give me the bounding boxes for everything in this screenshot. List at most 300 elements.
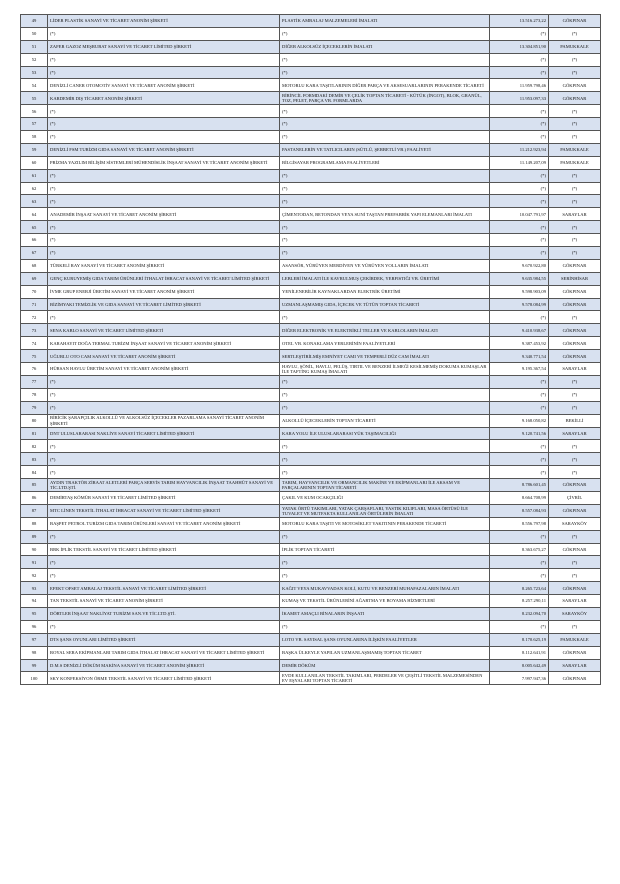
amount-cell: 8.664.708,99 xyxy=(490,491,549,504)
company-name-cell: (*) xyxy=(48,66,280,79)
company-name-cell: KARAHAYIT DOĞA TERMAL TURİZM İNŞAAT SANAYİ VE TİCARET ANONİM ŞİRKETİ xyxy=(48,337,280,350)
company-name-cell: DENİZLİ CANER OTOMOTİV SANAYİ VE TİCARET ANONİM ŞİRKETİ xyxy=(48,79,280,92)
activity-cell: (*) xyxy=(280,440,490,453)
company-name-cell: (*) xyxy=(48,27,280,40)
rank-cell: 51 xyxy=(21,40,48,53)
rank-cell: 89 xyxy=(21,530,48,543)
district-cell: BEKİLLİ xyxy=(549,414,601,427)
table-row xyxy=(21,620,601,633)
activity-cell: PASTANELERİN VE TATLICILARIN (SÜTLÜ, ŞERBETLİ VB.) FAALİYETİ xyxy=(280,143,490,156)
district-cell: GÖKPINAR xyxy=(549,504,601,517)
rank-cell: 94 xyxy=(21,595,48,608)
rank-cell: 57 xyxy=(21,118,48,131)
company-name-cell: DNT ULUSLARARASI NAKLİYE SANAYİ TİCARET LİMİTED ŞİRKETİ xyxy=(48,427,280,440)
table-row xyxy=(21,195,601,208)
amount-cell: (*) xyxy=(490,105,549,118)
company-name-cell: (*) xyxy=(48,131,280,144)
district-cell: (*) xyxy=(549,195,601,208)
company-name-cell: DÖRTLER İNŞAAT NAKLİYAT TURİZM SAN.VE TİC.LTD.ŞTİ. xyxy=(48,607,280,620)
rank-cell: 80 xyxy=(21,414,48,427)
activity-cell: LOTO VB. SAYISAL ŞANS OYUNLARINA İLİŞKİN FAALİYETLER xyxy=(280,633,490,646)
table-row xyxy=(21,40,601,53)
amount-cell: 9.340.771,54 xyxy=(490,350,549,363)
company-name-cell: PRİZMA YAZILIM BİLİŞİM SİSTEMLERİ MÜHENDİSLİK İNŞAAT SANAYİ VE TİCARET ANONİM ŞİRKETİ xyxy=(48,156,280,169)
rank-cell: 63 xyxy=(21,195,48,208)
district-cell: (*) xyxy=(549,182,601,195)
rank-cell: 77 xyxy=(21,375,48,388)
rank-cell: 96 xyxy=(21,620,48,633)
amount-cell: (*) xyxy=(490,195,549,208)
rank-cell: 95 xyxy=(21,607,48,620)
amount-cell: (*) xyxy=(490,620,549,633)
rank-cell: 82 xyxy=(21,440,48,453)
amount-cell: 9.120.741,56 xyxy=(490,427,549,440)
amount-cell: 13.516.273,22 xyxy=(490,15,549,28)
table-row xyxy=(21,414,601,427)
amount-cell: 8.257.290,11 xyxy=(490,595,549,608)
district-cell: (*) xyxy=(549,66,601,79)
rank-cell: 58 xyxy=(21,131,48,144)
rank-cell: 65 xyxy=(21,221,48,234)
company-name-cell: (*) xyxy=(48,569,280,582)
table-row xyxy=(21,92,601,105)
amount-cell: (*) xyxy=(490,182,549,195)
company-name-cell: UĞURLU OTO CAM SANAYİ VE TİCARET ANONİM ŞİRKETİ xyxy=(48,350,280,363)
rank-cell: 62 xyxy=(21,182,48,195)
district-cell: GÖKPINAR xyxy=(549,324,601,337)
table-row xyxy=(21,79,601,92)
activity-cell: İPLİK TOPTAN TİCARETİ xyxy=(280,543,490,556)
activity-cell: (*) xyxy=(280,118,490,131)
district-cell: (*) xyxy=(549,311,601,324)
district-cell: (*) xyxy=(549,466,601,479)
company-name-cell: (*) xyxy=(48,620,280,633)
rank-cell: 78 xyxy=(21,388,48,401)
company-name-cell: ROYAL SERA EKİPMANLARI TARIM GIDA İTHALAT İHRACAT SANAYİ VE TİCARET LİMİTED ŞİRKETİ xyxy=(48,646,280,659)
rank-cell: 61 xyxy=(21,169,48,182)
amount-cell: 8.112.641,91 xyxy=(490,646,549,659)
rank-cell: 91 xyxy=(21,556,48,569)
activity-cell: (*) xyxy=(280,195,490,208)
table-row xyxy=(21,517,601,530)
amount-cell: (*) xyxy=(490,66,549,79)
district-cell: (*) xyxy=(549,234,601,247)
rank-cell: 93 xyxy=(21,582,48,595)
table-row xyxy=(21,556,601,569)
rank-cell: 99 xyxy=(21,659,48,672)
table-row xyxy=(21,298,601,311)
activity-cell: (*) xyxy=(280,105,490,118)
activity-cell: KARA YOLU İLE ULUSLARARASI YÜK TAŞIMACILIĞI xyxy=(280,427,490,440)
rank-cell: 79 xyxy=(21,401,48,414)
activity-cell: DİĞER ALKOLSÜZ İÇECEKLERİN İMALATI xyxy=(280,40,490,53)
company-name-cell: DEMİRTAŞ KÖMÜR SANAYİ VE TİCARET LİMİTED ŞİRKETİ xyxy=(48,491,280,504)
district-cell: PAMUKKALE xyxy=(549,156,601,169)
table-row xyxy=(21,285,601,298)
table-row xyxy=(21,607,601,620)
amount-cell: (*) xyxy=(490,440,549,453)
activity-cell: KAĞIT VEYA MUKAVVADAN KOLİ, KUTU VE BENZERİ MUHAFAZALARIN İMALATI xyxy=(280,582,490,595)
table-row xyxy=(21,247,601,260)
company-name-cell: (*) xyxy=(48,169,280,182)
district-cell: (*) xyxy=(549,53,601,66)
amount-cell: (*) xyxy=(490,569,549,582)
rank-cell: 69 xyxy=(21,272,48,285)
amount-cell: 11.149.207,09 xyxy=(490,156,549,169)
amount-cell: (*) xyxy=(490,388,549,401)
activity-cell: DEMİR DÖKÜM xyxy=(280,659,490,672)
amount-cell: (*) xyxy=(490,131,549,144)
company-name-cell: (*) xyxy=(48,195,280,208)
district-cell: GÖKPINAR xyxy=(549,79,601,92)
activity-cell: (*) xyxy=(280,53,490,66)
table-body xyxy=(21,15,601,685)
company-name-cell: DTS ŞANS OYUNLARI LİMİTED ŞİRKETİ xyxy=(48,633,280,646)
rank-cell: 55 xyxy=(21,92,48,105)
company-name-cell: (*) xyxy=(48,401,280,414)
district-cell: (*) xyxy=(549,569,601,582)
district-cell: GÖKPINAR xyxy=(549,582,601,595)
table-row xyxy=(21,582,601,595)
rank-cell: 74 xyxy=(21,337,48,350)
table-row xyxy=(21,324,601,337)
activity-cell: BAŞKA ÜLKEYLE YAPILAN UZMANLAŞMAMIŞ TOPTAN TİCARET xyxy=(280,646,490,659)
table-row xyxy=(21,504,601,517)
district-cell: GÖKPINAR xyxy=(549,298,601,311)
activity-cell: (*) xyxy=(280,234,490,247)
company-name-cell: TAN TEKSTİL SANAYİ VE TİCARET ANONİM ŞİRKETİ xyxy=(48,595,280,608)
activity-cell: (*) xyxy=(280,453,490,466)
company-name-cell: BRK İPLİK TEKSTİL SANAYİ VE TİCARET LİMİTED ŞİRKETİ xyxy=(48,543,280,556)
company-name-cell: (*) xyxy=(48,440,280,453)
activity-cell: (*) xyxy=(280,401,490,414)
district-cell: GÖKPINAR xyxy=(549,337,601,350)
table-row xyxy=(21,156,601,169)
company-name-cell: (*) xyxy=(48,530,280,543)
company-name-cell: (*) xyxy=(48,375,280,388)
amount-cell: (*) xyxy=(490,466,549,479)
district-cell: (*) xyxy=(549,27,601,40)
activity-cell: MOTORLU KARA TAŞITLARININ DİĞER PARÇA VE AKSESUARLARININ PERAKENDE TİCARETİ xyxy=(280,79,490,92)
table-row xyxy=(21,375,601,388)
district-cell: GÖKPINAR xyxy=(549,350,601,363)
district-cell: (*) xyxy=(549,221,601,234)
table-row xyxy=(21,311,601,324)
rank-cell: 67 xyxy=(21,247,48,260)
table-row xyxy=(21,646,601,659)
table-row xyxy=(21,350,601,363)
activity-cell: (*) xyxy=(280,375,490,388)
table-row xyxy=(21,182,601,195)
rank-cell: 64 xyxy=(21,208,48,221)
amount-cell: 8.005.642,49 xyxy=(490,659,549,672)
rank-cell: 73 xyxy=(21,324,48,337)
amount-cell: (*) xyxy=(490,311,549,324)
district-cell: SARAYLAR xyxy=(549,595,601,608)
activity-cell: (*) xyxy=(280,169,490,182)
table-row xyxy=(21,208,601,221)
activity-cell: ALKOLLÜ İÇECEKLERİN TOPTAN TİCARETİ xyxy=(280,414,490,427)
amount-cell: (*) xyxy=(490,53,549,66)
activity-cell: TARIM, HAYVANCILIK VE ORMANCILIK MAKİNE VE EKİPMANLARI İLE AKSAM VE PARÇALARININ TOPTAN TİCARETİ xyxy=(280,479,490,492)
rank-cell: 72 xyxy=(21,311,48,324)
amount-cell: 8.232.094,70 xyxy=(490,607,549,620)
activity-cell: (*) xyxy=(280,311,490,324)
company-name-cell: DENİZLİ FSM TURİZM GIDA SANAYİ VE TİCARET ANONİM ŞİRKETİ xyxy=(48,143,280,156)
amount-cell: 9.195.367,54 xyxy=(490,363,549,376)
district-cell: SARAYKÖY xyxy=(549,517,601,530)
table-row xyxy=(21,633,601,646)
rank-cell: 76 xyxy=(21,363,48,376)
company-name-cell: SENA KABLO SANAYİ VE TİCARET LİMİTED ŞİRKETİ xyxy=(48,324,280,337)
activity-cell: (*) xyxy=(280,247,490,260)
amount-cell: 9.670.922,80 xyxy=(490,259,549,272)
rank-cell: 88 xyxy=(21,517,48,530)
amount-cell: 8.363.675,27 xyxy=(490,543,549,556)
amount-cell: 8.265.723,64 xyxy=(490,582,549,595)
company-name-cell: D.M.S DENİZLİ DÖKÜM MAKİNA SANAYİ VE TİCARET ANONİM ŞİRKETİ xyxy=(48,659,280,672)
table-row xyxy=(21,15,601,28)
amount-cell: (*) xyxy=(490,375,549,388)
company-name-cell: MTC LİNEN TEKSTİL İTHALAT İHRACAT SANAYİ VE TİCARET LİMİTED ŞİRKETİ xyxy=(48,504,280,517)
table-row xyxy=(21,259,601,272)
activity-cell: ÇAKIL VE KUM OCAKÇILIĞI xyxy=(280,491,490,504)
rank-cell: 49 xyxy=(21,15,48,28)
district-cell: PAMUKKALE xyxy=(549,633,601,646)
amount-cell: 13.304.851,90 xyxy=(490,40,549,53)
rank-cell: 52 xyxy=(21,53,48,66)
activity-cell: (*) xyxy=(280,131,490,144)
rank-cell: 100 xyxy=(21,672,48,685)
rank-cell: 60 xyxy=(21,156,48,169)
company-name-cell: TÜRKELİ RAY SANAYİ VE TİCARET ANONİM ŞİRKETİ xyxy=(48,259,280,272)
table-row xyxy=(21,388,601,401)
district-cell: (*) xyxy=(549,169,601,182)
table-row xyxy=(21,66,601,79)
table-row xyxy=(21,401,601,414)
amount-cell: (*) xyxy=(490,234,549,247)
district-cell: (*) xyxy=(549,620,601,633)
rank-cell: 97 xyxy=(21,633,48,646)
activity-cell: SERTLEŞTİRİLMİŞ EMNİYET CAMI VE TEMPERLİ DÜZ CAM İMALATI xyxy=(280,350,490,363)
company-name-cell: SKY KONFEKSİYON ÖRME TEKSTİL SANAYİ VE TİCARET LİMİTED ŞİRKETİ xyxy=(48,672,280,685)
company-name-cell: (*) xyxy=(48,388,280,401)
company-name-cell: (*) xyxy=(48,466,280,479)
rank-cell: 68 xyxy=(21,259,48,272)
company-name-cell: AYDIN TRAKTÖR ZİRAAT ALETLERİ PARÇA SERVİS TARIM HAYVANCILIK İNŞAAT TAAHHÜT SANAYİ VE TİC.LTD.ŞTİ. xyxy=(48,479,280,492)
rank-cell: 56 xyxy=(21,105,48,118)
activity-cell: ÇİMENTODAN, BETONDAN VEYA SUNİ TAŞTAN PREFABRİK YAPI ELEMANLARI İMALATI xyxy=(280,208,490,221)
company-name-cell: (*) xyxy=(48,221,280,234)
company-name-cell: LİDER PLASTİK SANAYİ VE TİCARET ANONİM ŞİRKETİ xyxy=(48,15,280,28)
amount-cell: (*) xyxy=(490,169,549,182)
amount-cell: 9.578.084,99 xyxy=(490,298,549,311)
district-cell: PAMUKKALE xyxy=(549,40,601,53)
amount-cell: 9.635.984,55 xyxy=(490,272,549,285)
table-row xyxy=(21,131,601,144)
company-name-cell: (*) xyxy=(48,453,280,466)
rank-cell: 54 xyxy=(21,79,48,92)
amount-cell: 10.047.791,97 xyxy=(490,208,549,221)
company-name-cell: (*) xyxy=(48,118,280,131)
table-row xyxy=(21,453,601,466)
table-row xyxy=(21,440,601,453)
table-row xyxy=(21,672,601,685)
company-name-cell: (*) xyxy=(48,556,280,569)
table-row xyxy=(21,530,601,543)
activity-cell: (*) xyxy=(280,530,490,543)
rank-cell: 98 xyxy=(21,646,48,659)
rank-cell: 53 xyxy=(21,66,48,79)
table-row xyxy=(21,595,601,608)
district-cell: SARAYLAR xyxy=(549,427,601,440)
district-cell: GÖKPINAR xyxy=(549,479,601,492)
amount-cell: 8.556.797,98 xyxy=(490,517,549,530)
district-cell: GÖKPINAR xyxy=(549,259,601,272)
table-row xyxy=(21,272,601,285)
amount-cell: (*) xyxy=(490,556,549,569)
district-cell: (*) xyxy=(549,118,601,131)
table-row xyxy=(21,427,601,440)
amount-cell: 9.598.903,09 xyxy=(490,285,549,298)
rank-cell: 71 xyxy=(21,298,48,311)
amount-cell: 9.410.938,67 xyxy=(490,324,549,337)
activity-cell: (*) xyxy=(280,569,490,582)
company-name-cell: HÜRSAN HAVLU ÜRETİM SANAYİ VE TİCARET ANONİM ŞİRKETİ xyxy=(48,363,280,376)
table-row xyxy=(21,105,601,118)
company-name-cell: (*) xyxy=(48,182,280,195)
district-cell: (*) xyxy=(549,105,601,118)
company-name-cell: GENÇ KURUYEMİŞ GIDA TARIM ÜRÜNLERİ İTHALAT İHRACAT SANAYİ VE TİCARET LİMİTED ŞİRKETİ xyxy=(48,272,280,285)
rank-cell: 85 xyxy=(21,479,48,492)
rank-cell: 75 xyxy=(21,350,48,363)
company-name-cell: İVME GRUP ENERJİ ÜRETİM SANAYİ VE TİCARET ANONİM ŞİRKETİ xyxy=(48,285,280,298)
amount-cell: (*) xyxy=(490,118,549,131)
rank-cell: 81 xyxy=(21,427,48,440)
rank-cell: 86 xyxy=(21,491,48,504)
amount-cell: (*) xyxy=(490,247,549,260)
district-cell: GÖKPINAR xyxy=(549,672,601,685)
district-cell: (*) xyxy=(549,131,601,144)
activity-cell: BİRİNCİL FORMDAKİ DEMİR VE ÇELİK TOPTAN TİCARETİ - KÜTÜK (İNGOT), BLOK, GRANÜL, TOZ, PELET, PARÇA VB. FORMLARDA xyxy=(280,92,490,105)
amount-cell: (*) xyxy=(490,401,549,414)
table-row xyxy=(21,169,601,182)
district-cell: ÇİVRİL xyxy=(549,491,601,504)
rank-cell: 83 xyxy=(21,453,48,466)
activity-cell: YATAK ÖRTÜ TAKIMLARI, YATAK ÇARŞAFLARI, YASTIK KILIFLARI, MASA ÖRTÜSÜ İLE TUVALET VE MUTFAKTA KULLANILAN ÖRTÜLERİN İMALATI xyxy=(280,504,490,517)
district-cell: (*) xyxy=(549,388,601,401)
table-row xyxy=(21,659,601,672)
activity-cell: BİLGİSAYAR PROGRAMLAMA FAALİYETLERİ xyxy=(280,156,490,169)
table-row xyxy=(21,491,601,504)
amount-cell: (*) xyxy=(490,27,549,40)
activity-cell: ASANSÖR, YÜRÜYEN MERDİVEN VE YÜRÜYEN YOLLARIN İMALATI xyxy=(280,259,490,272)
district-cell: SARAYLAR xyxy=(549,659,601,672)
amount-cell: 7.997.947,36 xyxy=(490,672,549,685)
district-cell: PAMUKKALE xyxy=(549,143,601,156)
amount-cell: 11.212.923,94 xyxy=(490,143,549,156)
amount-cell: (*) xyxy=(490,221,549,234)
activity-cell: PLASTİK AMBALAJ MALZEMELERİ İMALATI xyxy=(280,15,490,28)
table-row xyxy=(21,543,601,556)
company-name-cell: (*) xyxy=(48,311,280,324)
amount-cell: 9.168.050,82 xyxy=(490,414,549,427)
amount-cell: 8.557.084,93 xyxy=(490,504,549,517)
company-name-cell: ANADEMİR İNŞAAT SANAYİ VE TİCARET ANONİM ŞİRKETİ xyxy=(48,208,280,221)
district-cell: GÖKPINAR xyxy=(549,285,601,298)
table-row xyxy=(21,53,601,66)
company-ranking-table xyxy=(20,14,601,685)
activity-cell: (*) xyxy=(280,556,490,569)
rank-cell: 84 xyxy=(21,466,48,479)
company-name-cell: BİRİCİK ŞARAPÇILIK ALKOLLÜ VE ALKOLSÜZ İÇECEKLER PAZARLAMA SANAYİ TİCARET ANONİM ŞİRKETİ xyxy=(48,414,280,427)
activity-cell: (*) xyxy=(280,66,490,79)
table-row xyxy=(21,221,601,234)
activity-cell: (*) xyxy=(280,221,490,234)
district-cell: SARAYLAR xyxy=(549,363,601,376)
rank-cell: 90 xyxy=(21,543,48,556)
rank-cell: 59 xyxy=(21,143,48,156)
activity-cell: HAVLU, ŞÖNİL, HAVLU, PELÜŞ, TIRTIL VE BENZERİ İLMEĞİ KESİLMEMİŞ DOKUMA KUMAŞLAR İLE TAFTİNG KUMAŞ İMALATI xyxy=(280,363,490,376)
company-name-cell: BİZİMYAKI TEMİZLİK VE GIDA SANAYİ VE TİCARET LİMİTED ŞİRKETİ xyxy=(48,298,280,311)
amount-cell: 11.953.097,33 xyxy=(490,92,549,105)
rank-cell: 50 xyxy=(21,27,48,40)
district-cell: (*) xyxy=(549,556,601,569)
company-name-cell: ZAFER GAZOZ MEŞRUBAT SANAYİ VE TİCARET LİMİTED ŞİRKETİ xyxy=(48,40,280,53)
table-row xyxy=(21,234,601,247)
district-cell: GÖKPINAR xyxy=(549,92,601,105)
table-row xyxy=(21,118,601,131)
activity-cell: DİĞER ELEKTRONİK VE ELEKTRİKLİ TELLER VE KABLOLARIN İMALATI xyxy=(280,324,490,337)
activity-cell: (*) xyxy=(280,620,490,633)
activity-cell: KUMAŞ VE TEKSTİL ÜRÜNLERİNİ AĞARTMA VE BOYAMA HİZMETLERİ xyxy=(280,595,490,608)
company-name-cell: (*) xyxy=(48,247,280,260)
company-name-cell: KARDEMİR DIŞ TİCARET ANONİM ŞİRKETİ xyxy=(48,92,280,105)
district-cell: GÖKPINAR xyxy=(549,543,601,556)
table-row xyxy=(21,337,601,350)
company-name-cell: (*) xyxy=(48,53,280,66)
rank-cell: 92 xyxy=(21,569,48,582)
rank-cell: 70 xyxy=(21,285,48,298)
activity-cell: YENİLENEBİLİR KAYNAKLARDAN ELEKTRİK ÜRETİMİ xyxy=(280,285,490,298)
district-cell: (*) xyxy=(549,453,601,466)
district-cell: GÖKPINAR xyxy=(549,646,601,659)
activity-cell: UZMANLAŞMAMIŞ GIDA, İÇECEK VE TÜTÜN TOPTAN TİCARETİ xyxy=(280,298,490,311)
amount-cell: 8.170.625,19 xyxy=(490,633,549,646)
rank-cell: 66 xyxy=(21,234,48,247)
activity-cell: EVDE KULLANILAN TEKSTİL TAKIMLARI, PERDELER VE ÇEŞİTLİ TEKSTİL MALZEMESİNDEN EV EŞYALARI TOPTAN TİCARETİ xyxy=(280,672,490,685)
amount-cell: (*) xyxy=(490,530,549,543)
district-cell: (*) xyxy=(549,375,601,388)
amount-cell: 8.786.601,45 xyxy=(490,479,549,492)
activity-cell: MOTORLU KARA TAŞITI VE MOTOSİKLET YAKITININ PERAKENDE TİCARETİ xyxy=(280,517,490,530)
amount-cell: 11.959.798,46 xyxy=(490,79,549,92)
rank-cell: 87 xyxy=(21,504,48,517)
table-row xyxy=(21,569,601,582)
district-cell: GÖKPINAR xyxy=(549,15,601,28)
activity-cell: (*) xyxy=(280,27,490,40)
district-cell: (*) xyxy=(549,440,601,453)
table-row xyxy=(21,479,601,492)
company-name-cell: (*) xyxy=(48,105,280,118)
activity-cell: OTEL VB. KONAKLAMA YERLERİNİN FAALİYETLERİ xyxy=(280,337,490,350)
activity-cell: İKAMET AMAÇLI BİNALARIN İNŞAATI xyxy=(280,607,490,620)
table-row xyxy=(21,363,601,376)
district-cell: (*) xyxy=(549,401,601,414)
company-name-cell: (*) xyxy=(48,234,280,247)
activity-cell: LEBLEBİ İMALATI İLE KAVRULMUŞ ÇEKİRDEK, YERFISTIĞI VB. ÜRETİMİ xyxy=(280,272,490,285)
district-cell: (*) xyxy=(549,247,601,260)
